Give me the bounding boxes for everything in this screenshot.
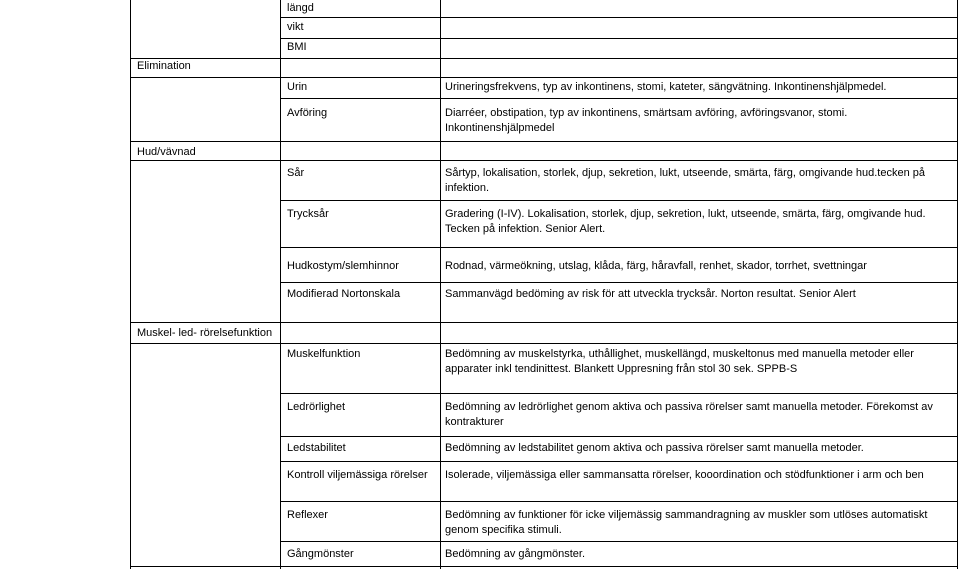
description-cell: Isolerade, viljemässiga eller sammansatta rörelser, kooordination och stödfunktioner i arm och ben	[445, 469, 924, 481]
measure-cell: längd	[287, 2, 314, 14]
row-divider	[280, 247, 958, 248]
description-cell: Gradering (I-IV). Lokalisation, storlek, djup, sekretion, lukt, utseende, smärta, färg, omgivande hud. Tecken på infektion. Senior Alert.	[445, 208, 926, 235]
measure-cell: Reflexer	[287, 509, 328, 521]
description-cell: Bedömning av ledrörlighet genom aktiva och passiva rörelser samt manuella metoder. Förekomst av kontrakturer	[445, 401, 933, 428]
category-cell: Muskel- led- rörelsefunktion	[137, 327, 273, 339]
row-divider	[280, 38, 958, 39]
row-divider	[130, 141, 958, 142]
description-cell: Bedömning av ledstabilitet genom aktiva och passiva rörelser samt manuella metoder.	[445, 442, 864, 454]
description-cell: Bedömning av funktioner för icke viljemässig sammandragning av muskler som utlöses automatiskt genom specifika stimuli.	[445, 509, 928, 536]
measure-cell: Ledrörlighet	[287, 401, 346, 413]
column-divider-2	[440, 0, 441, 569]
measure-cell: vikt	[287, 21, 304, 33]
description-cell: Bedömning av muskelstyrka, uthållighet, muskellängd, muskeltonus med manuella metoder eller apparater inkl tendinittest. Blankett Uppresning från stol 30 sek. SPPB-S	[445, 348, 914, 375]
row-divider	[280, 501, 958, 502]
description-cell: Sårtyp, lokalisation, storlek, djup, sekretion, lukt, utseende, smärta, färg, omgivande hud.tecken på infektion.	[445, 167, 925, 194]
category-cell: Elimination	[137, 60, 191, 72]
measure-cell: Avföring	[287, 107, 328, 119]
measure-cell: Hudkostym/slemhinnor	[287, 260, 399, 272]
description-cell: Urineringsfrekvens, typ av inkontinens, stomi, kateter, sängvätning. Inkontinenshjälpmedel.	[445, 81, 887, 93]
row-divider	[130, 322, 958, 323]
measure-cell: Sår	[287, 167, 305, 179]
description-cell: Bedömning av gångmönster.	[445, 548, 586, 560]
row-divider	[280, 98, 958, 99]
row-divider	[280, 461, 958, 462]
measure-cell: Trycksår	[287, 208, 329, 220]
description-cell: Diarréer, obstipation, typ av inkontinens, smärtsam avföring, avföringsvanor, stomi. Inkontinenshjälpmedel	[445, 107, 848, 134]
row-divider	[130, 160, 958, 161]
row-divider	[280, 282, 958, 283]
measure-cell: Modifierad Nortonskala	[287, 288, 401, 300]
measure-cell: Urin	[287, 81, 308, 93]
description-cell: Sammanvägd bedöming av risk för att utveckla trycksår. Norton resultat. Senior Alert	[445, 288, 856, 300]
table-border-right	[957, 0, 958, 569]
column-divider-1	[280, 0, 281, 569]
row-divider	[130, 343, 958, 344]
measure-cell: BMI	[287, 41, 307, 53]
measure-cell: Gångmönster	[287, 548, 354, 560]
description-cell: Rodnad, värmeökning, utslag, klåda, färg, håravfall, renhet, skador, torrhet, svettningar	[445, 260, 867, 272]
measure-cell: Kontroll viljemässiga rörelser	[287, 469, 428, 481]
row-divider	[130, 77, 958, 78]
table-border-left	[130, 0, 131, 569]
category-cell: Hud/vävnad	[137, 146, 196, 158]
measure-cell: Ledstabilitet	[287, 442, 346, 454]
row-divider	[280, 17, 958, 18]
row-divider	[280, 200, 958, 201]
table-border-bottom	[130, 566, 958, 567]
row-divider	[280, 436, 958, 437]
row-divider	[280, 393, 958, 394]
row-divider	[280, 541, 958, 542]
measure-cell: Muskelfunktion	[287, 348, 361, 360]
